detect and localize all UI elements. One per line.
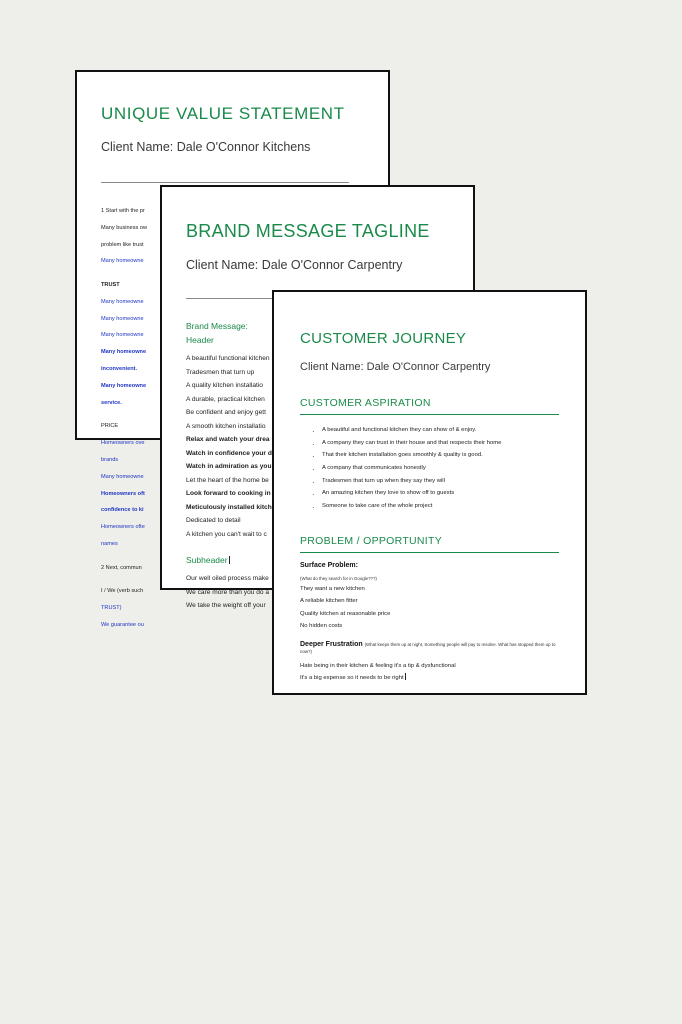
list-item: · That their kitchen installation goes smoothly & quality is good.: [322, 449, 559, 462]
uvs-line: 1 Start with the pr: [101, 208, 145, 214]
header-line: Watch in confidence your d: [186, 449, 272, 457]
list-item: · A company they can trust in their house and that respects their home: [322, 437, 559, 450]
list-item: · A company that communicates honestly: [322, 462, 559, 475]
header-line: A beautiful functional kitchen: [186, 355, 270, 362]
uvs-line: brands: [101, 456, 119, 463]
uvs-line: problem like trust: [101, 241, 144, 248]
uvs-line: Many homeowne: [101, 473, 144, 480]
uvs-line: Many business ow: [101, 224, 148, 231]
uvs-line: Many homeowne: [101, 332, 144, 339]
deeper-frustration-note: (What keeps them up at night, Something people will pay to resolve. What has stopped them up to now?): [300, 641, 556, 654]
page-title: CUSTOMER JOURNEY: [300, 330, 467, 347]
brand-message-label: Brand Message:: [186, 321, 248, 331]
text-cursor: [229, 556, 230, 564]
divider: [300, 552, 559, 553]
uvs-line: Homeowners ove: [101, 440, 145, 447]
section-heading-customer-aspiration: CUSTOMER ASPIRATION: [300, 397, 431, 409]
list-item: · An amazing kitchen they love to show off to guests: [322, 487, 559, 500]
list-item: · A beautiful and functional kitchen they can show of & enjoy.: [322, 424, 559, 437]
page-title: UNIQUE VALUE STATEMENT: [101, 104, 345, 123]
header-line: A quality kitchen installatio: [186, 382, 263, 390]
surface-problem-label-text: Surface Problem:: [300, 561, 358, 569]
uvs-line: names: [101, 540, 118, 547]
uvs-heading-trust: TRUST: [101, 282, 120, 289]
plain-line: A reliable kitchen fitter: [300, 598, 358, 605]
plain-line: Hate being in their kitchen & feeling it's a tip & dysfunctional: [300, 662, 456, 669]
uvs-line: TRUST): [101, 605, 122, 612]
surface-problem-note: (What do they search for in Google???): [300, 575, 377, 581]
deeper-frustration-label-text: Deeper Frustration: [300, 640, 363, 648]
header-label: Header: [186, 335, 214, 345]
uvs-line: service.: [101, 399, 122, 406]
uvs-line: Many homeowne: [101, 349, 147, 356]
aspiration-list: [300, 424, 559, 513]
header-line: Look forward to cooking in: [186, 490, 271, 498]
plain-line-with-cursor: [300, 672, 559, 684]
uvs-line: Homeowners oft: [101, 490, 145, 497]
header-line: Watch in admiration as you: [186, 463, 272, 471]
client-name-line: Client Name: Dale O'Connor Carpentry: [186, 258, 403, 272]
subheader-line: We care more than you do a: [186, 588, 270, 596]
uvs-line: Many homeowne: [101, 258, 144, 265]
page-title: BRAND MESSAGE TAGLINE: [186, 221, 430, 241]
plain-line-text: It's a big expense so it needs to be right: [300, 675, 404, 682]
list-item: · Someone to take care of the whole project: [322, 500, 559, 513]
uvs-line: inconvenient.: [101, 366, 138, 373]
header-line: Tradesmen that turn up: [186, 368, 255, 376]
subheader-line: Our well oiled process make: [186, 575, 269, 583]
header-line: A smooth kitchen installatio: [186, 422, 266, 430]
plain-line: Quality kitchen at reasonable price: [300, 610, 391, 617]
uvs-line: 2 Next, commun: [101, 564, 142, 571]
client-name-line: Client Name: Dale O'Connor Carpentry: [300, 361, 491, 373]
header-line: Dedicated to detail: [186, 517, 241, 525]
header-line: Relax and watch your drea: [186, 436, 270, 444]
uvs-line: Homeowners ofte: [101, 524, 145, 531]
section-heading-problem-opportunity: PROBLEM / OPPORTUNITY: [300, 534, 443, 547]
subheader-line: We take the weight off your: [186, 602, 266, 610]
text-cursor: [405, 673, 406, 680]
deeper-frustration-list: [300, 660, 559, 685]
divider: [300, 414, 559, 415]
deeper-frustration-label: [300, 641, 559, 655]
divider: [101, 182, 349, 183]
header-line: Be confident and enjoy gett: [186, 409, 266, 417]
header-line: A durable, practical kitchen: [186, 395, 265, 403]
header-line: A kitchen you can't wait to c: [186, 530, 267, 538]
uvs-line: confidence to ki: [101, 507, 144, 514]
uvs-line: I / We (verb such: [101, 588, 144, 595]
uvs-line: We guarantee ou: [101, 621, 144, 628]
client-name-line: Client Name: Dale O'Connor Kitchens: [101, 140, 311, 154]
uvs-line: Many homeowne: [101, 315, 144, 322]
plain-line: No hidden costs: [300, 623, 343, 630]
uvs-line: Many homeowne: [101, 298, 144, 305]
uvs-heading-price: PRICE: [101, 423, 119, 430]
list-item: · Tradesmen that turn up when they say they will: [322, 475, 559, 488]
header-line: Let the heart of the home be: [186, 476, 269, 484]
surface-problem-note-row: [300, 574, 559, 633]
plain-line: They want a new kitchen: [300, 586, 365, 593]
surface-problem-label: [300, 562, 559, 569]
header-line: Meticulously installed kitch: [186, 503, 272, 511]
subheader-label-text: Subheader: [186, 555, 228, 566]
document-customer-journey[interactable]: [272, 290, 587, 695]
uvs-line: Many homeowne: [101, 382, 147, 389]
